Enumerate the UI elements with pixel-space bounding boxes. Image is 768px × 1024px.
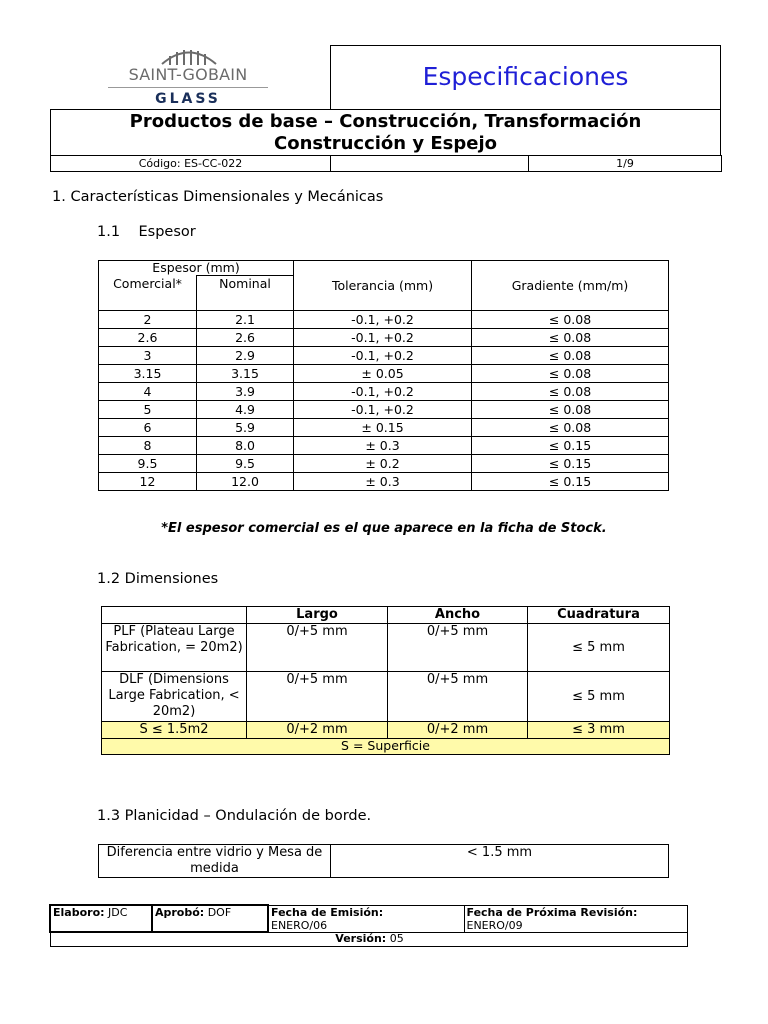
cell-gradiente: ≤ 0.15 — [472, 455, 669, 473]
cell-nominal: 9.5 — [197, 455, 294, 473]
cell-gradiente: ≤ 0.08 — [472, 383, 669, 401]
cell-comercial: 12 — [99, 473, 197, 491]
thickness-group-header: Espesor (mm) — [99, 261, 294, 276]
cell-nominal: 4.9 — [197, 401, 294, 419]
table-row — [99, 383, 669, 401]
cell-gradiente: ≤ 0.08 — [472, 419, 669, 437]
cell-tolerancia: ± 0.2 — [294, 455, 472, 473]
document-subtitle — [50, 109, 721, 156]
col-largo: Largo — [247, 607, 388, 624]
cell-nominal: 2.1 — [197, 311, 294, 329]
cell-gradiente: ≤ 0.08 — [472, 401, 669, 419]
col-nominal: Nominal — [197, 276, 294, 311]
version-value: 05 — [389, 932, 404, 945]
cell-comercial: 6 — [99, 419, 197, 437]
footer-version — [50, 932, 687, 946]
thickness-note: *El espesor comercial es el que aparece en la ficha de Stock. — [161, 521, 607, 536]
cell-tolerancia: ± 0.15 — [294, 419, 472, 437]
dims-row-ancho: 0/+5 mm — [388, 672, 528, 722]
section-1-heading: 1. Características Dimensionales y Mecánicas — [52, 189, 384, 205]
cell-nominal: 5.9 — [197, 419, 294, 437]
col-ancho: Ancho — [388, 607, 528, 624]
cell-tolerancia: -0.1, +0.2 — [294, 347, 472, 365]
footer-table — [49, 904, 688, 947]
cell-tolerancia: -0.1, +0.2 — [294, 311, 472, 329]
cell-tolerancia: ± 0.05 — [294, 365, 472, 383]
emision-value: ENERO/06 — [271, 918, 328, 932]
code-row — [50, 155, 722, 172]
document-code: Código: ES-CC-022 — [51, 156, 331, 172]
dimensions-table — [101, 606, 670, 755]
dims-row-ancho: 0/+2 mm — [388, 722, 528, 739]
dims-row-cuad: ≤ 5 mm — [528, 624, 670, 672]
section-1-3-heading: 1.3 Planicidad – Ondulación de borde. — [97, 808, 372, 824]
col-comercial: Comercial* — [99, 276, 197, 311]
cell-nominal: 2.6 — [197, 329, 294, 347]
logo-brand-text: SAINT-GOBAIN — [128, 65, 248, 84]
thickness-table — [98, 260, 669, 491]
cell-gradiente: ≤ 0.08 — [472, 365, 669, 383]
dims-row-largo: 0/+5 mm — [247, 624, 388, 672]
table-row — [99, 401, 669, 419]
page-title: Especificaciones — [422, 62, 629, 91]
dims-row-ancho: 0/+5 mm — [388, 624, 528, 672]
table-row — [99, 419, 669, 437]
page-number: 1/9 — [529, 156, 722, 172]
footer-revision — [464, 905, 687, 932]
revision-label: Fecha de Próxima Revisión: — [466, 905, 638, 919]
footer-elaboro — [50, 905, 152, 932]
table-row — [99, 455, 669, 473]
planicidad-label: Diferencia entre vidrio y Mesa de medida — [99, 845, 331, 878]
dims-row-label: PLF (Plateau Large Fabrication, = 20m2) — [102, 624, 247, 672]
code-row-empty — [331, 156, 529, 172]
dims-row-label: S ≤ 1.5m2 — [102, 722, 247, 739]
aprobo-value: DOF — [207, 906, 232, 919]
title-box — [330, 45, 721, 109]
col-tolerancia: Tolerancia (mm) — [294, 261, 472, 311]
cell-tolerancia: -0.1, +0.2 — [294, 383, 472, 401]
col-gradiente: Gradiente (mm/m) — [472, 261, 669, 311]
dims-header-empty — [102, 607, 247, 624]
cell-tolerancia: ± 0.3 — [294, 473, 472, 491]
cell-comercial: 3.15 — [99, 365, 197, 383]
dims-row-largo: 0/+5 mm — [247, 672, 388, 722]
footer-aprobo — [152, 905, 268, 932]
subtitle-line-1: Productos de base – Construcción, Transformación — [129, 111, 642, 132]
dims-row-cuad: ≤ 3 mm — [528, 722, 670, 739]
revision-value: ENERO/09 — [466, 918, 523, 932]
elaboro-label: Elaboro: — [53, 906, 105, 919]
cell-nominal: 3.15 — [197, 365, 294, 383]
table-row — [99, 347, 669, 365]
cell-nominal: 8.0 — [197, 437, 294, 455]
cell-nominal: 3.9 — [197, 383, 294, 401]
cell-gradiente: ≤ 0.08 — [472, 347, 669, 365]
cell-comercial: 5 — [99, 401, 197, 419]
elaboro-value: JDC — [108, 906, 128, 919]
cell-gradiente: ≤ 0.08 — [472, 311, 669, 329]
cell-tolerancia: -0.1, +0.2 — [294, 401, 472, 419]
dims-row-largo: 0/+2 mm — [247, 722, 388, 739]
emision-label: Fecha de Emisión: — [271, 905, 384, 919]
cell-gradiente: ≤ 0.08 — [472, 329, 669, 347]
logo-divider — [108, 87, 268, 88]
cell-tolerancia: -0.1, +0.2 — [294, 329, 472, 347]
cell-gradiente: ≤ 0.15 — [472, 437, 669, 455]
cell-comercial: 2.6 — [99, 329, 197, 347]
table-row — [99, 311, 669, 329]
col-cuadratura: Cuadratura — [528, 607, 670, 624]
table-row — [99, 365, 669, 383]
dims-row-label: DLF (Dimensions Large Fabrication, < 20m2) — [102, 672, 247, 722]
planicidad-table — [98, 844, 669, 878]
section-1-1-heading: 1.1 Espesor — [97, 224, 196, 240]
saint-gobain-logo — [108, 45, 268, 107]
cell-comercial: 4 — [99, 383, 197, 401]
logo-glass-text: GLASS — [155, 91, 221, 107]
cell-comercial: 9.5 — [99, 455, 197, 473]
planicidad-value: < 1.5 mm — [331, 845, 669, 878]
subtitle-line-2: Construcción y Espejo — [274, 133, 497, 154]
cell-nominal: 2.9 — [197, 347, 294, 365]
footer-emision — [268, 905, 464, 932]
cell-gradiente: ≤ 0.15 — [472, 473, 669, 491]
section-1-2-heading: 1.2 Dimensiones — [97, 571, 219, 587]
version-label: Versión: — [335, 932, 387, 945]
table-row — [99, 437, 669, 455]
cell-tolerancia: ± 0.3 — [294, 437, 472, 455]
cell-comercial: 3 — [99, 347, 197, 365]
cell-comercial: 8 — [99, 437, 197, 455]
dims-row-cuad: ≤ 5 mm — [528, 672, 670, 722]
dims-footnote: S = Superficie — [102, 739, 670, 755]
table-row — [99, 329, 669, 347]
table-row — [99, 473, 669, 491]
cell-comercial: 2 — [99, 311, 197, 329]
cell-nominal: 12.0 — [197, 473, 294, 491]
aprobo-label: Aprobó: — [155, 906, 205, 919]
building-arch-icon — [160, 45, 218, 65]
